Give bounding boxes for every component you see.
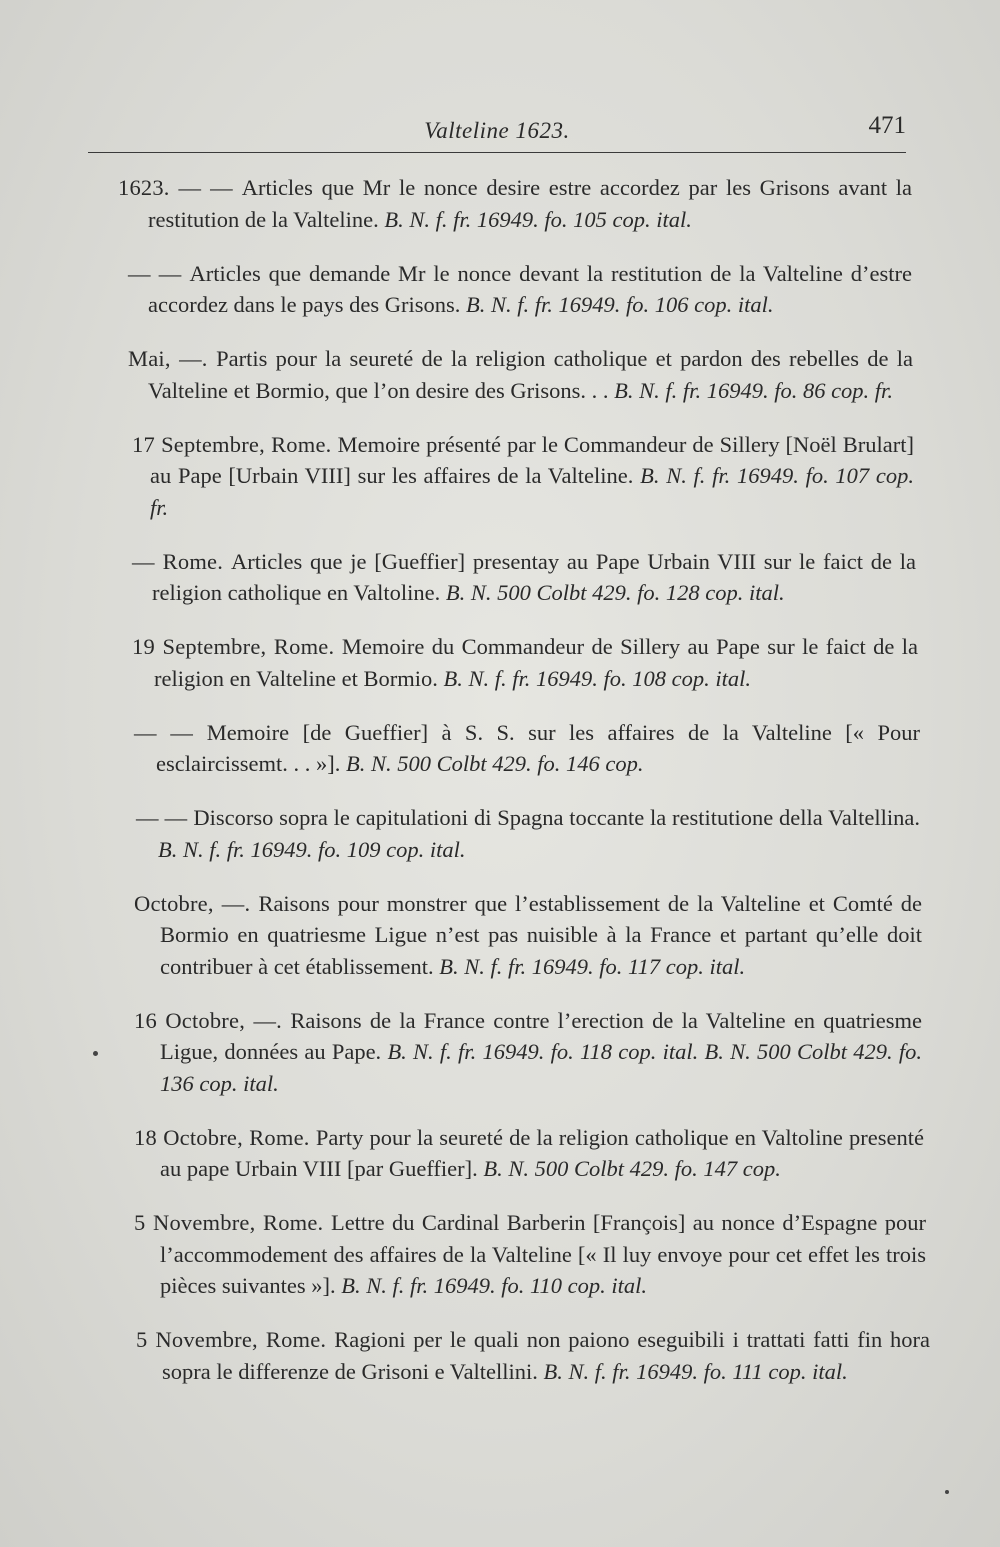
list-item bbox=[130, 802, 920, 865]
list-item bbox=[122, 429, 914, 524]
entry-reference: B. N. f. fr. 16949. fo. 110 cop. ital. bbox=[341, 1273, 648, 1298]
page-number: 471 bbox=[868, 112, 906, 139]
entry-date: 5 Novembre, Rome. bbox=[134, 1210, 331, 1235]
entry-date: Mai, —. bbox=[128, 346, 217, 371]
entry-date: Octobre, —. bbox=[134, 890, 259, 916]
header-rule bbox=[88, 152, 906, 153]
entry-reference: B. N. f. fr. 16949. fo. 108 cop. ital. bbox=[443, 665, 752, 691]
entry-date: 18 Octobre, Rome. bbox=[134, 1124, 316, 1150]
entry-text: Ragioni per le quali non paiono eseguibili i trattati fatti fin hora sopra le differenze de Grisoni e Valtellini. bbox=[162, 1327, 931, 1384]
list-item bbox=[132, 1207, 926, 1302]
entry-reference: B. N. f. fr. 16949. fo. 111 cop. ital. bbox=[543, 1358, 848, 1384]
entry-date: — — bbox=[134, 719, 207, 745]
entry-reference: B. N. 500 Colbt 429. fo. 146 cop. bbox=[345, 751, 644, 776]
entry-reference: B. N. f. fr. 16949. fo. 109 cop. ital. bbox=[158, 836, 466, 862]
entry-reference: B. N. 500 Colbt 429. fo. 128 cop. ital. bbox=[445, 580, 785, 605]
entry-text: Memoire présenté par le Commandeur de Sillery [Noël Brulart] au Pape [Urbain VIII] sur les affaires de la Valteline. bbox=[150, 431, 914, 488]
entry-reference: B. N. f. fr. 16949. fo. 106 cop. ital. bbox=[466, 292, 774, 317]
entry-text: Articles que Mr le nonce desire estre accordez par les Grisons avant la restitution de la Valteline. bbox=[148, 175, 912, 232]
entry-reference: B. N. f. fr. 16949. fo. 86 cop. fr. bbox=[614, 377, 893, 403]
entry-date: 19 Septembre, Rome. bbox=[132, 634, 342, 659]
entry-reference: B. N. f. fr. 16949. fo. 107 cop. fr. bbox=[150, 463, 914, 520]
list-item bbox=[118, 258, 912, 321]
entry-text: Articles que je [Gueffier] presentay au Pape Urbain VIII sur le faict de la religion catholique en Valtoline. bbox=[152, 548, 916, 605]
list-item bbox=[132, 888, 922, 983]
entry-text: Memoire [de Gueffier] à S. S. sur les affaires de la Valteline [« Pour esclaircissemt. . . »]. bbox=[156, 719, 920, 776]
list-item bbox=[118, 172, 912, 235]
entry-date: 5 Novembre, Rome. bbox=[136, 1327, 335, 1352]
running-title: Valteline 1623. bbox=[424, 118, 570, 143]
entry-text: Articles que demande Mr le nonce devant la restitution de la Valteline d’estre accordez dans le pays des Grisons. bbox=[148, 260, 912, 317]
entry-date: — — bbox=[128, 260, 190, 286]
entry-text: Discorso sopra le capitulationi di Spagna toccante la restitutione della Valtellina. bbox=[193, 805, 920, 830]
entry-reference: B. N. f. fr. 16949. fo. 117 cop. ital. bbox=[439, 953, 746, 979]
entry-list bbox=[0, 172, 1000, 1410]
list-item bbox=[132, 1005, 922, 1100]
entry-text: Lettre du Cardinal Barberin [François] au nonce d’Espagne pour l’accommodement des affaires de la Valteline [« Il luy envoye pour cet effet les trois pièces suivantes »]. bbox=[160, 1210, 927, 1298]
entry-text: Raisons de la France contre l’erection de la Valteline en quatriesme Ligue, données au Pape. bbox=[160, 1007, 922, 1064]
entry-date: — — bbox=[136, 805, 194, 830]
paper-speck bbox=[945, 1490, 949, 1494]
entry-date: — Rome. bbox=[132, 548, 232, 574]
list-item bbox=[126, 631, 918, 694]
list-item bbox=[124, 546, 916, 609]
entry-reference: B. N. f. fr. 16949. fo. 118 cop. ital. B. N. 500 Colbt 429. fo. 136 cop. ital. bbox=[160, 1039, 923, 1096]
list-item bbox=[132, 1324, 930, 1387]
list-item bbox=[120, 343, 913, 406]
entry-text: Raisons pour monstrer que l’establissement de la Valteline et Comté de Bormio en quatriesme Ligue n’est pas nuisible à la France et partant qu’elle doit contribuer à cet établissement. bbox=[160, 890, 922, 979]
entry-text: Partis pour la seureté de la religion catholique et pardon des rebelles de la Valteline et Bormio, que l’on desire des Grisons. . . bbox=[148, 346, 913, 403]
entry-text: Party pour la seureté de la religion catholique en Valtoline presenté au pape Urbain VIII [par Gueffier]. bbox=[160, 1124, 924, 1181]
entry-reference: B. N. 500 Colbt 429. fo. 147 cop. bbox=[483, 1156, 781, 1181]
entry-reference: B. N. f. fr. 16949. fo. 105 cop. ital. bbox=[384, 206, 692, 232]
list-item bbox=[128, 717, 920, 780]
paper-speck bbox=[93, 1051, 98, 1056]
entry-date: 17 Septembre, Rome. bbox=[132, 431, 338, 457]
running-head bbox=[88, 112, 906, 152]
entry-text: Memoire du Commandeur de Sillery au Pape sur le faict de la religion en Valteline et Bormio. bbox=[154, 634, 918, 691]
list-item bbox=[132, 1122, 924, 1185]
entry-date: 1623. — — bbox=[118, 175, 242, 200]
entry-date: 16 Octobre, —. bbox=[134, 1007, 291, 1033]
